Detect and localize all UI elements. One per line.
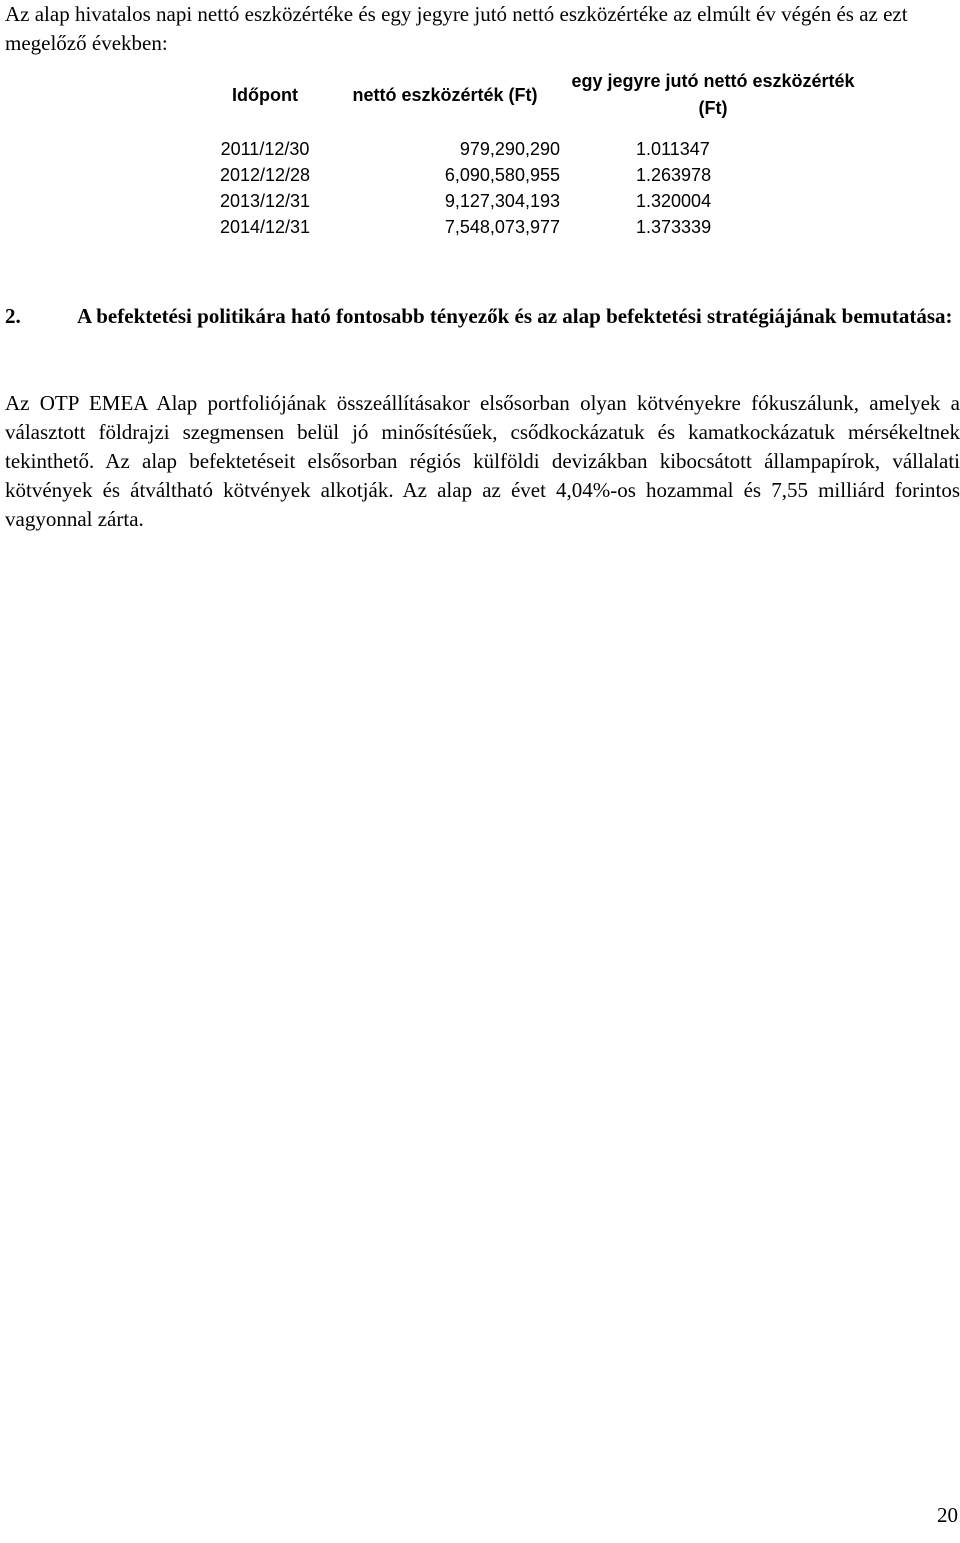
cell-date: 2014/12/31 xyxy=(219,217,311,237)
net-asset-value-table xyxy=(200,66,866,240)
page-number: 20 xyxy=(937,1503,958,1527)
header-per-unit-value: egy jegyre jutó nettó eszközérték (Ft) xyxy=(571,71,855,118)
cell-net-value: 9,127,304,193 xyxy=(444,191,560,211)
cell-per-unit-value: 1.373339 xyxy=(636,217,712,237)
cell-net-value: 6,090,580,955 xyxy=(444,165,560,185)
cell-per-unit-value: 1.320004 xyxy=(636,191,712,211)
table-row xyxy=(200,162,866,188)
cell-net-value: 7,548,073,977 xyxy=(444,217,560,237)
intro-paragraph: Az alap hivatalos napi nettó eszközértéke és egy jegyre jutó nettó eszközértéke az elmúlt év végén és az ezt megelőző években: xyxy=(5,2,908,55)
table-row xyxy=(200,188,866,214)
table-row xyxy=(200,124,866,162)
cell-date: 2011/12/30 xyxy=(220,139,310,159)
cell-per-unit-value: 1.011347 xyxy=(636,139,710,159)
section-heading: A befektetési politikára ható fontosabb tényezők és az alap befektetési stratégiájának bemutatása: xyxy=(77,304,953,328)
cell-date: 2013/12/31 xyxy=(219,191,311,211)
header-date: Időpont xyxy=(232,84,298,105)
table-row xyxy=(200,214,866,240)
cell-per-unit-value: 1.263978 xyxy=(636,165,712,185)
table-header-row xyxy=(200,66,866,124)
header-net-value: nettó eszközérték (Ft) xyxy=(352,84,538,105)
strategy-paragraph: Az OTP EMEA Alap portfoliójának összeállításakor elsősorban olyan kötvényekre fókuszálunk, amelyek a választott földrajzi szegmensen belül jó minősítésűek, csődkockázatuk és kamatkockázatuk mérsékeltnek tekinthető. Az alap befektetéseit elsősorban régiós külföldi devizákban kibocsátott állampapírok, vállalati kötvények és átváltható kötvények alkotják. Az alap az évet 4,04%-os hozammal és 7,55 milliárd forintos vagyonnal zárta. xyxy=(5,391,960,531)
cell-net-value: 979,290,290 xyxy=(459,139,560,159)
section-number: 2. xyxy=(5,304,21,328)
cell-date: 2012/12/28 xyxy=(219,165,311,185)
